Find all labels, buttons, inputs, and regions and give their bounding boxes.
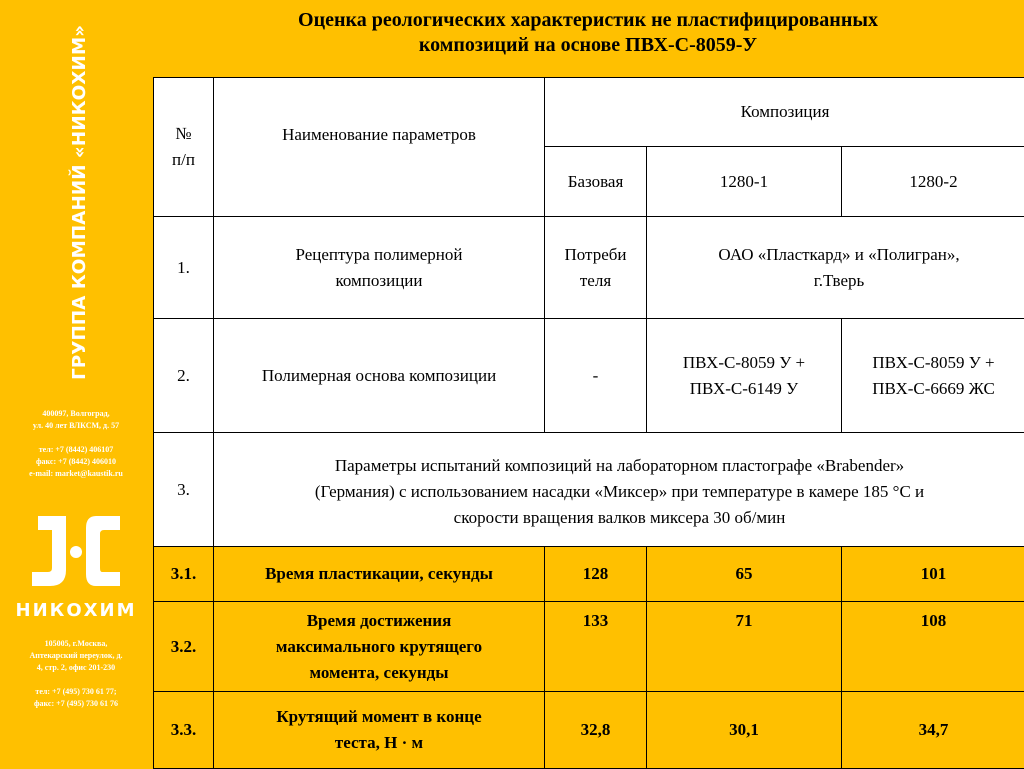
email-line: e-mail: market@kaustik.ru — [0, 468, 152, 480]
table-row — [154, 319, 1024, 433]
nikokhim-logo-icon — [26, 510, 126, 595]
address-moscow — [0, 638, 152, 710]
row-param: Полимерная основа композиции — [214, 319, 545, 433]
row-num: 3.2. — [154, 602, 214, 692]
row-c1-line: ПВХ-С-6149 У — [651, 376, 837, 402]
row-base-line: теля — [549, 268, 642, 294]
row-c2: 34,7 — [842, 692, 1024, 769]
row-param-line: Рецептура полимерной — [218, 242, 540, 268]
header-row — [154, 78, 1024, 147]
row-c1: 65 — [647, 547, 842, 602]
header-col-1280-1: 1280-1 — [647, 147, 842, 217]
row-base: 128 — [545, 547, 647, 602]
row-base-line: Потреби — [549, 242, 642, 268]
table-row — [154, 433, 1024, 547]
table-row — [154, 217, 1024, 319]
row-num: 1. — [154, 217, 214, 319]
header-col-base: Базовая — [545, 147, 647, 217]
header-num-symbol: № — [158, 121, 209, 147]
row-base: 133 — [545, 602, 647, 692]
row-c2: 101 — [842, 547, 1024, 602]
row-text-line: (Германия) с использованием насадки «Миксер» при температуре в камере 185 °С и — [218, 479, 1021, 505]
header-composition-cell: Композиция — [545, 78, 1024, 147]
row-value-line: г.Тверь — [657, 268, 1021, 294]
row-text-line: скорости вращения валков миксера 30 об/мин — [218, 505, 1021, 531]
phone-line: тел: +7 (8442) 406107 — [0, 444, 152, 456]
row-num: 3.3. — [154, 692, 214, 769]
company-group-vertical-label — [56, 18, 96, 383]
page-title — [152, 8, 1024, 58]
phone-line: тел: +7 (495) 730 61 77; — [0, 686, 152, 698]
row-num: 3. — [154, 433, 214, 547]
row-param — [214, 602, 545, 692]
logo-wordmark: НИКОХИМ — [0, 600, 152, 621]
address-volgograd — [0, 408, 152, 480]
address-line: Аптекарский переулок, д. — [0, 650, 152, 662]
table-row — [154, 692, 1024, 769]
results-table — [153, 77, 1024, 769]
row-c2: 108 — [842, 602, 1024, 692]
header-num-cell — [154, 78, 214, 217]
table-row — [154, 602, 1024, 692]
row-param — [214, 692, 545, 769]
table-row — [154, 547, 1024, 602]
row-base: 32,8 — [545, 692, 647, 769]
row-c1-line: ПВХ-С-8059 У + — [651, 350, 837, 376]
row-num: 2. — [154, 319, 214, 433]
row-c2 — [842, 319, 1024, 433]
row-base: - — [545, 319, 647, 433]
row-c2-line: ПВХ-С-6669 ЖС — [846, 376, 1021, 402]
header-param-cell: Наименование параметров — [214, 78, 545, 217]
row-num: 3.1. — [154, 547, 214, 602]
address-line: ул. 40 лет ВЛКСМ, д. 57 — [0, 420, 152, 432]
fax-line: факс: +7 (495) 730 61 76 — [0, 698, 152, 710]
row-c1: 71 — [647, 602, 842, 692]
row-param — [214, 217, 545, 319]
row-param-line: Время достижения — [218, 608, 540, 634]
title-line: Оценка реологических характеристик не пластифицированных — [152, 8, 1024, 33]
sidebar — [0, 0, 152, 768]
row-param-line: теста, Н · м — [218, 730, 540, 756]
address-line: 400097, Волгоград, — [0, 408, 152, 420]
header-num-label: п/п — [158, 147, 209, 173]
row-value-line: ОАО «Пласткард» и «Полигран», — [657, 242, 1021, 268]
row-param-line: композиции — [218, 268, 540, 294]
address-line: 105005, г.Москва, — [0, 638, 152, 650]
row-text-line: Параметры испытаний композиций на лабораторном пластографе «Brabender» — [218, 453, 1021, 479]
address-line: 4, стр. 2, офис 201-230 — [0, 662, 152, 674]
row-c1: 30,1 — [647, 692, 842, 769]
row-param-line: момента, секунды — [218, 660, 540, 686]
row-c2-line: ПВХ-С-8059 У + — [846, 350, 1021, 376]
fax-line: факс: +7 (8442) 406010 — [0, 456, 152, 468]
row-c1 — [647, 319, 842, 433]
address-spacer — [0, 432, 152, 444]
row-value — [647, 217, 1024, 319]
company-group-text: ГРУППА КОМПАНИЙ «НИКОХИМ» — [68, 25, 90, 380]
row-test-params — [214, 433, 1024, 547]
row-param-line: Крутящий момент в конце — [218, 704, 540, 730]
row-param: Время пластикации, секунды — [214, 547, 545, 602]
row-param-line: максимального крутящего — [218, 634, 540, 660]
address-spacer — [0, 674, 152, 686]
header-col-1280-2: 1280-2 — [842, 147, 1024, 217]
row-base — [545, 217, 647, 319]
title-line: композиций на основе ПВХ-С-8059-У — [152, 33, 1024, 58]
